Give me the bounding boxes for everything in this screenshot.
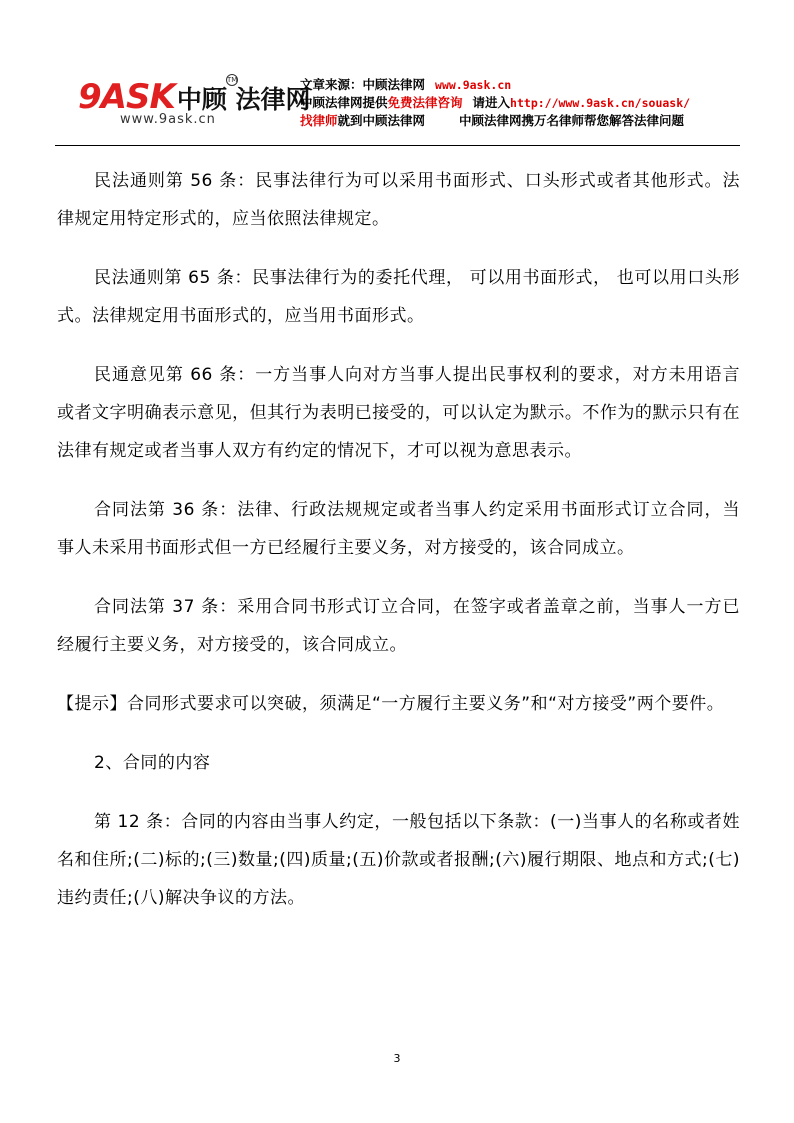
enter-text: 请进入 bbox=[472, 95, 511, 110]
section-heading: 2、合同的内容 bbox=[94, 753, 211, 773]
tip-paragraph: 【提示】合同形式要求可以突破，须满足“一方履行主要义务”和“对方接受”两个要件。 bbox=[57, 694, 725, 714]
logo-chinese-name: 中顾 法律网 bbox=[176, 85, 311, 114]
trademark-icon: TM bbox=[227, 76, 238, 84]
paragraph: 民法通则第 56 条：民事法律行为可以采用书面形式、口头形式或者其他形式。法律规定用特定形式的，应当依照法律规定。 bbox=[57, 171, 740, 229]
free-consult-link[interactable]: 免费法律咨询 bbox=[387, 95, 463, 110]
consult-text: 中顾法律网提供 bbox=[300, 95, 388, 110]
site-logo[interactable] bbox=[78, 72, 311, 132]
paragraph: 民通意见第 66 条：一方当事人向对方当事人提出民事权利的要求，对方未用语言或者文字明确表示意见，但其行为表明已接受的，可以认定为默示。不作为的默示只有在法律有规定或者当事人双方有约定的情况下，才可以视为意思表示。 bbox=[57, 365, 740, 461]
paragraph: 民法通则第 65 条：民事法律行为的委托代理， 可以用书面形式， 也可以用口头形式。法律规定用书面形式的，应当用书面形式。 bbox=[57, 268, 740, 326]
lawyer-slogan: 中顾法律网携万名律师帮您解答法律问题 bbox=[459, 113, 685, 128]
paragraph: 合同法第 36 条：法律、行政法规规定或者当事人约定采用书面形式订立合同，当事人未采用书面形式但一方已经履行主要义务，对方接受的，该合同成立。 bbox=[57, 500, 740, 558]
find-lawyer-link[interactable]: 找律师 bbox=[300, 113, 338, 128]
header-line-source bbox=[300, 76, 745, 94]
find-lawyer-text: 就到中顾法律网 bbox=[337, 113, 426, 128]
header-info bbox=[300, 76, 745, 130]
logo-url: www.9ask.cn bbox=[120, 112, 216, 127]
source-url-link[interactable]: www.9ask.cn bbox=[435, 78, 512, 92]
logo-brand: 9ASK bbox=[78, 77, 175, 117]
paragraph: 第 12 条：合同的内容由当事人约定，一般包括以下条款：(一)当事人的名称或者姓名和住所;(二)标的;(三)数量;(四)质量;(五)价款或者报酬;(六)履行期限、地点和方式;(七)违约责任;(八)解决争议的方法。 bbox=[57, 812, 740, 908]
souask-url-link[interactable]: http://www.9ask.cn/souask/ bbox=[510, 96, 691, 110]
paragraph: 合同法第 37 条：采用合同书形式订立合同，在签字或者盖章之前，当事人一方已经履行主要义务，对方接受的，该合同成立。 bbox=[57, 597, 740, 655]
header-divider bbox=[55, 145, 740, 146]
header-line-lawyer bbox=[300, 112, 745, 130]
header-line-consult bbox=[300, 94, 745, 112]
document-body bbox=[57, 162, 740, 938]
page-number: 3 bbox=[393, 1052, 401, 1065]
page-header bbox=[55, 70, 745, 136]
source-label: 文章来源：中顾法律网 bbox=[300, 77, 426, 92]
